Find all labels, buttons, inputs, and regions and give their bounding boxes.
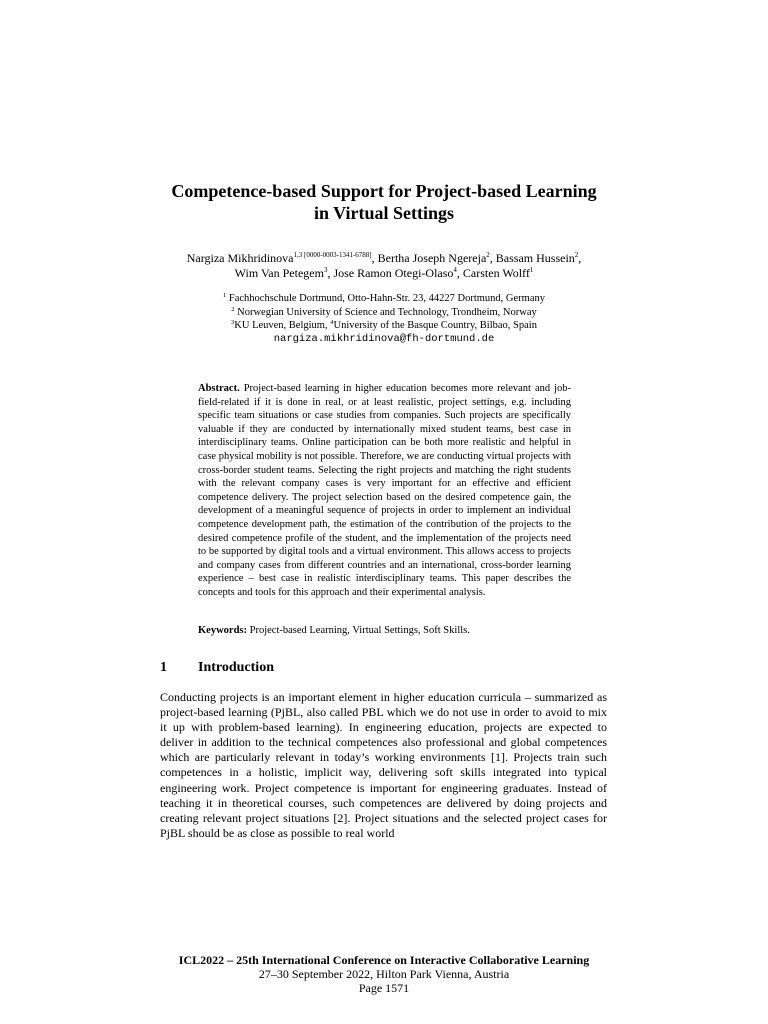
affil-sup: 3	[231, 319, 235, 326]
author-name: Wim Van Petegem	[234, 266, 324, 280]
author-name: , Carsten Wolff	[456, 266, 530, 280]
abstract	[198, 382, 571, 600]
affiliation-2	[0, 306, 768, 320]
affil-text: University of the Basque Country, Bilbao, Spain	[333, 320, 537, 331]
author-affil-sup: 1	[529, 266, 534, 274]
author-name: , Bertha Joseph Ngereja	[371, 251, 487, 265]
keywords	[198, 624, 571, 638]
author-affil-sup: 3	[323, 266, 328, 274]
abstract-text: Project-based learning in higher education becomes more relevant and job-field-related if it is done in real, or at least realistic, project settings, e.g. including specific team situations or case studies from companies. Such projects are specifically valuable if they are conducted by internationally mixed student teams, best case in interdisciplinary teams. Online participation can be both more realistic and helpful in case physical mobility is not possible. Therefore, we are conducting virtual projects with cross-border student teams. Selecting the right projects and matching the right students with the relevant company cases is very important for an effective and efficient competence delivery. The project selection based on the desired competence gain, the development of a meaningful sequence of projects in order to implement an individual competence development path, the estimation of the contribution of the projects to the desired competence profile of the student, and the implementation of the projects need to be supported by digital tools and a virtual environment. This allows access to projects and company cases from different countries and an international, cross-border learning experience – best case in realistic interdisciplinary teams. This paper describes the concepts and tools for this approach and their experimental analysis.	[198, 383, 571, 598]
author-affil-sup: 2	[574, 251, 579, 259]
author-affil-sup: 2	[486, 251, 490, 259]
author-separator: ,	[578, 251, 582, 265]
abstract-label: Abstract.	[198, 383, 240, 394]
affil-sup: 2	[231, 305, 235, 313]
affiliation-3-4	[0, 319, 768, 333]
introduction-paragraph: Conducting projects is an important element in higher education curricula – summarized as project-based learning (PjBL, also called PBL which we do not use in order to avoid to mix it up with problem-based learning). In engineering education, projects are expected to deliver in addition to the technical competences also professional and global competences which are particularly relevant in today’s working environments [1]. Projects train such competences in a holistic, implicit way, delivering soft skills integrated into typical engineering work. Project competence is important for engineering graduates. Instead of teaching it in theoretical courses, such competences are delivered by doing projects and creating relevant project situations [2]. Project situations and the selected project cases for PjBL should be as close as possible to real world	[160, 690, 607, 840]
section-heading	[160, 659, 274, 677]
affil-sup: 4	[330, 319, 334, 326]
author-name: , Jose Ramon Otegi-Olaso	[327, 266, 454, 280]
footer-dates: 27–30 September 2022, Hilton Park Vienna, Austria	[258, 967, 510, 981]
page-number: Page 1571	[358, 981, 410, 995]
author-line-1	[0, 251, 768, 266]
author-affil-sup: 4	[453, 266, 457, 274]
author-list	[0, 251, 768, 281]
affil-text: Fachhochschule Dortmund, Otto-Hahn-Str. 23, 44227 Dortmund, Germany	[226, 293, 545, 304]
paper-title-line-1: Competence-based Support for Project-based Learning	[171, 181, 597, 201]
section-title: Introduction	[198, 660, 274, 675]
affil-text: Norwegian University of Science and Technology, Trondheim, Norway	[234, 306, 537, 318]
paper-title-line-2: in Virtual Settings	[313, 203, 455, 223]
author-line-2	[0, 266, 768, 281]
author-orcid: 1,3 [0000-0003-1341-6788]	[293, 251, 372, 259]
affiliations	[0, 292, 768, 346]
keywords-label: Keywords:	[198, 625, 247, 636]
author-name: , Bassam Hussein	[489, 251, 575, 265]
page-footer	[0, 953, 768, 995]
affil-text: KU Leuven, Belgium,	[234, 320, 331, 331]
author-email: nargiza.mikhridinova@fh-dortmund.de	[273, 332, 495, 345]
author-name: Nargiza Mikhridinova	[186, 251, 294, 265]
affil-sup: 1	[223, 292, 227, 299]
footer-conference: ICL2022 – 25th International Conference on Interactive Collaborative Learning	[178, 953, 590, 967]
section-number: 1	[160, 660, 167, 675]
affiliation-1	[0, 292, 768, 306]
paper-title	[0, 180, 768, 224]
keywords-text: Project-based Learning, Virtual Settings, Soft Skills.	[247, 625, 470, 636]
